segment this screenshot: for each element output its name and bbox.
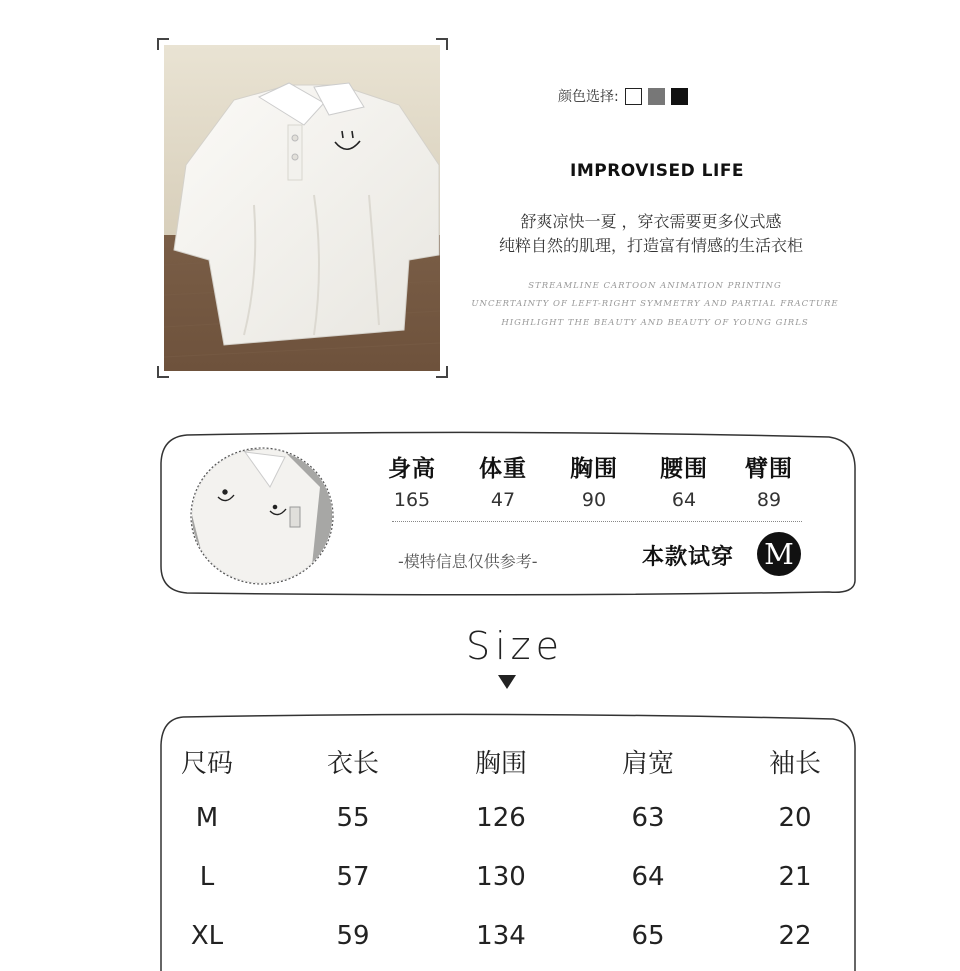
model-value-weight: 47 (490, 489, 516, 511)
model-header-bust: 胸围 (570, 456, 618, 482)
model-note: -模特信息仅供参考- (398, 552, 538, 571)
color-swatch-black[interactable] (671, 88, 688, 105)
size-table-header: 胸围 (474, 749, 527, 779)
size-table-cell: 21 (778, 862, 812, 892)
size-table-cell: 134 (476, 921, 526, 951)
model-header-height: 身高 (388, 456, 436, 482)
color-swatch-gray[interactable] (648, 88, 665, 105)
size-table-cell: 55 (336, 803, 370, 833)
tagline-3: HIGHLIGHT THE BEAUTY AND BEAUTY OF YOUNG GIRLS (501, 318, 809, 328)
model-value-height: 165 (393, 489, 431, 511)
tagline-1: STREAMLINE CARTOON ANIMATION PRINTING (528, 281, 782, 291)
model-header-weight: 体重 (479, 456, 527, 482)
size-table-header: 肩宽 (621, 749, 674, 779)
color-select-label: 颜色选择: (558, 89, 619, 105)
tagline-2: UNCERTAINTY OF LEFT-RIGHT SYMMETRY AND PARTIAL FRACTURE (471, 299, 839, 309)
description-line-1: 舒爽凉快一夏 ，穿衣需要更多仪式感 (520, 212, 782, 231)
size-table-cell: 130 (476, 862, 526, 892)
size-table-cell: XL (190, 921, 224, 951)
product-photo-frame (157, 38, 448, 378)
size-table-cell: 65 (631, 921, 665, 951)
down-arrow-icon (498, 675, 516, 689)
try-on-label: 本款试穿 (642, 545, 735, 570)
size-table-cell: M (195, 803, 219, 833)
model-header-waist: 腰围 (660, 456, 708, 482)
size-table-cell: 20 (778, 803, 812, 833)
model-photo (190, 447, 340, 585)
size-table-cell: 59 (336, 921, 370, 951)
size-table-cell: 126 (476, 803, 526, 833)
model-value-waist: 64 (671, 489, 697, 511)
size-table-cell: L (199, 862, 215, 892)
size-table-header: 衣长 (326, 749, 379, 779)
size-title: Size (465, 624, 564, 668)
model-value-bust: 90 (581, 489, 607, 511)
size-table-header: 尺码 (180, 749, 233, 779)
size-table-header: 袖长 (768, 749, 821, 779)
product-photo (164, 45, 440, 371)
size-table-cell: 64 (631, 862, 665, 892)
model-value-arm: 89 (756, 489, 782, 511)
size-table-cell: 63 (631, 803, 665, 833)
size-table-cell: 57 (336, 862, 370, 892)
size-table-cell: 22 (778, 921, 812, 951)
color-selector (558, 86, 688, 106)
description-line-2: 纯粹自然的肌理，打造富有情感的生活衣柜 (498, 236, 803, 255)
headline: IMPROVISED LIFE (570, 161, 745, 181)
model-header-arm: 臂围 (745, 456, 793, 482)
color-swatch-white[interactable] (625, 88, 642, 105)
try-on-size-badge: M (757, 532, 801, 576)
dotted-divider (392, 521, 802, 522)
